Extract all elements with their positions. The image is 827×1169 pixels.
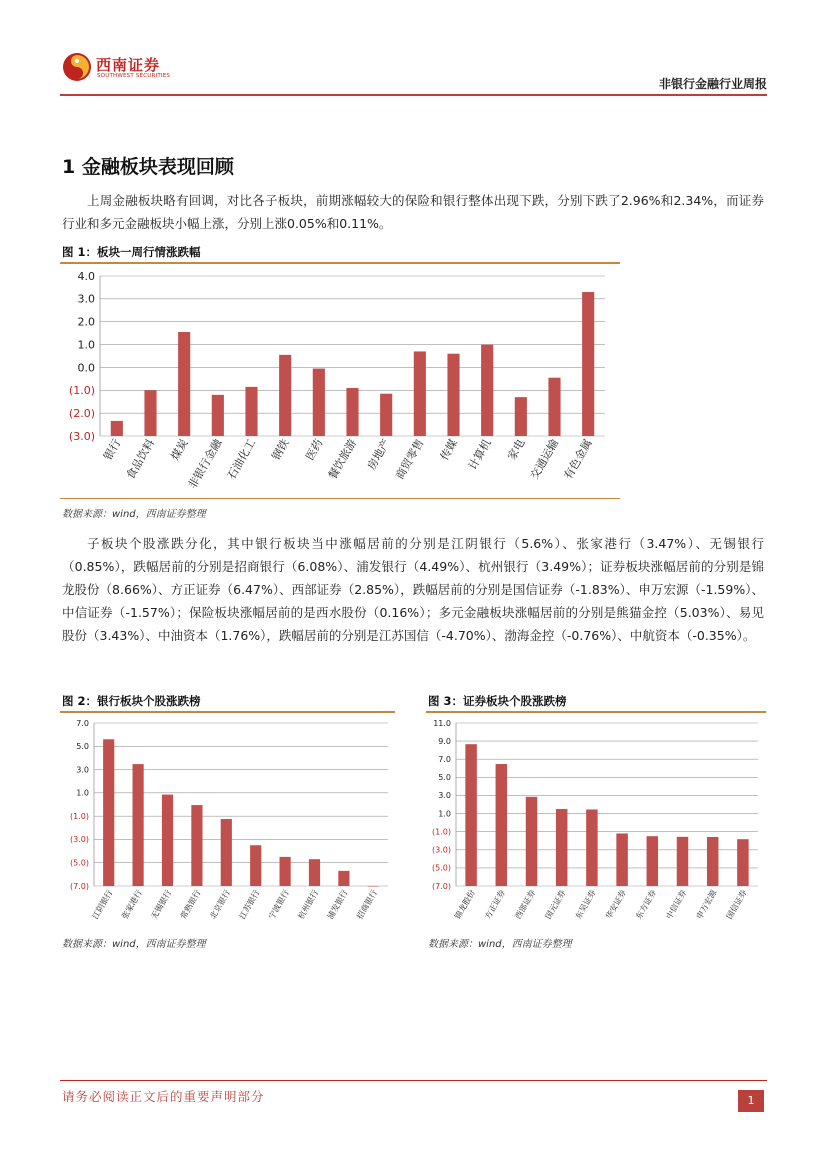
figure2-title: 图 2：银行板块个股涨跌榜 <box>62 694 201 708</box>
bar-10 <box>414 351 426 436</box>
y-tick-label: (1.0) <box>70 811 89 821</box>
bar-10 <box>737 839 748 886</box>
report-type-title: 非银行金融行业周报 <box>658 77 767 91</box>
x-category-label: 招商银行 <box>355 888 380 921</box>
paragraph-intro: 上周金融板块略有回调，对比各子板块，前期涨幅较大的保险和银行整体出现下跌，分别下跌了2.96%和2.34%，而证券行业和多元金融板块小幅上涨，分别上涨0.05%和0.11%。 <box>62 193 764 231</box>
y-tick-label: 5.0 <box>76 742 89 752</box>
figure3-title: 图 3：证券板块个股涨跌榜 <box>428 694 567 708</box>
bar-5 <box>245 387 257 436</box>
x-category-label: 石油化工 <box>224 437 259 482</box>
footer-disclaimer: 请务必阅读正文后的重要声明部分 <box>62 1089 265 1104</box>
x-category-label: 房地产 <box>365 437 393 473</box>
bar-4 <box>212 395 224 436</box>
bar-4 <box>556 809 567 886</box>
y-tick-label: 3.0 <box>438 791 451 801</box>
y-tick-label: 7.0 <box>438 755 451 765</box>
bar-7 <box>313 369 325 436</box>
bar-6 <box>250 845 261 886</box>
bar-2 <box>144 390 156 436</box>
x-category-label: 国信证券 <box>724 888 749 921</box>
bar-6 <box>616 833 627 886</box>
bar-5 <box>221 819 232 886</box>
x-category-label: 申万宏源 <box>694 888 719 921</box>
x-category-label: 国元证券 <box>543 888 568 921</box>
bar-7 <box>280 857 291 886</box>
bar-1 <box>465 744 476 886</box>
bar-5 <box>586 809 597 886</box>
bar-8 <box>309 859 320 886</box>
x-category-label: 东吴证券 <box>573 888 598 921</box>
bar-4 <box>191 805 202 886</box>
bar-1 <box>103 739 114 886</box>
x-category-label: 传媒 <box>437 437 461 463</box>
x-category-label: 宁波银行 <box>267 888 291 921</box>
x-category-label: 江阴银行 <box>90 888 115 921</box>
x-category-label: 食品饮料 <box>123 437 158 482</box>
bar-12 <box>481 345 493 436</box>
y-tick-label: 1.0 <box>438 809 451 819</box>
x-category-label: 家电 <box>505 437 528 463</box>
x-category-label: 浦发银行 <box>325 888 350 921</box>
y-tick-label: 5.0 <box>438 773 451 783</box>
y-tick-label: 7.0 <box>76 718 89 728</box>
footer-divider <box>60 1080 767 1081</box>
logo-english-name: SOUTHWEST SECURITIES <box>97 73 171 79</box>
figure3-chart <box>426 713 766 931</box>
bar-10 <box>368 886 379 887</box>
x-category-label: 锦龙股份 <box>453 888 477 921</box>
figure2-chart <box>60 713 396 931</box>
y-tick-label: 3.0 <box>77 292 95 306</box>
bar-3 <box>178 332 190 436</box>
x-category-label: 杭州银行 <box>296 888 321 921</box>
bar-14 <box>548 378 560 436</box>
y-tick-label: (1.0) <box>432 827 451 837</box>
bar-9 <box>338 871 349 886</box>
y-tick-label: 3.0 <box>76 765 89 775</box>
x-category-label: 交通运输 <box>527 437 562 482</box>
bar-11 <box>447 354 459 436</box>
bar-6 <box>279 355 291 436</box>
y-tick-label: 1.0 <box>77 338 95 352</box>
header-divider <box>60 94 767 96</box>
bar-1 <box>111 421 123 436</box>
y-tick-label: 4.0 <box>77 269 95 283</box>
figure1-source: 数据来源：wind，西南证券整理 <box>62 509 206 520</box>
figure1-bottom-rule <box>60 498 620 499</box>
bar-8 <box>677 837 688 886</box>
x-category-label: 华安证券 <box>604 888 628 921</box>
page-number: 1 <box>738 1090 764 1112</box>
x-category-label: 有色金属 <box>561 437 595 482</box>
y-tick-label: 11.0 <box>433 718 451 728</box>
paragraph-stocks: 子板块个股涨跌分化，其中银行板块当中涨幅居前的分别是江阴银行（5.6%）、张家港行（3.47%）、无锡银行（0.85%），跌幅居前的分别是招商银行（6.08%）、浦发银行（4.49%）、杭州银行（3.49%）；证券板块涨幅居前的分别是锦龙股份（8.66%）、方正证券（6.47%）、西部证券（2.85%），跌幅居前的分别是国信证券（-1.83%）、申万宏源（-1.59%）、中信证券（-1.57%）；保险板块涨幅居前的是西水股份（0.16%）；多元金融板块涨幅居前的分别是熊猫金控（5.03%）、易见股份（3.43%）、中油资本（1.76%），跌幅居前的分别是江苏国信（-4.70%）、渤海金控（-0.76%）、中航资本（-0.35%）。 <box>62 536 764 643</box>
figure2-source: 数据来源：wind，西南证券整理 <box>62 939 206 950</box>
bar-15 <box>582 292 594 436</box>
x-category-label: 中信证券 <box>664 888 689 921</box>
bar-3 <box>162 795 173 886</box>
x-category-label: 银行 <box>101 437 124 463</box>
figure3-source: 数据来源：wind，西南证券整理 <box>428 939 572 950</box>
x-category-label: 商贸零售 <box>393 437 427 482</box>
y-tick-label: (3.0) <box>68 429 95 443</box>
bar-9 <box>380 394 392 436</box>
y-tick-label: (5.0) <box>432 863 451 873</box>
x-category-label: 医药 <box>303 437 326 463</box>
y-tick-label: (7.0) <box>70 881 89 891</box>
x-category-label: 方正证券 <box>483 888 508 921</box>
bar-7 <box>647 836 658 886</box>
x-category-label: 餐饮旅游 <box>325 437 360 482</box>
bar-8 <box>346 388 358 436</box>
y-tick-label: (3.0) <box>432 845 451 855</box>
y-tick-label: (5.0) <box>70 858 89 868</box>
logo-chinese-name: 西南证券 <box>96 56 161 74</box>
figure1-title: 图 1：板块一周行情涨跌幅 <box>62 245 201 259</box>
x-category-label: 张家港行 <box>120 888 144 921</box>
y-tick-label: (2.0) <box>68 406 95 420</box>
y-tick-label: 2.0 <box>77 315 95 329</box>
x-category-label: 钢铁 <box>269 437 292 463</box>
x-category-label: 计算机 <box>466 437 494 473</box>
x-category-label: 煤炭 <box>168 437 191 463</box>
x-category-label: 江苏银行 <box>237 888 262 921</box>
x-category-label: 常熟银行 <box>178 888 203 921</box>
y-tick-label: 0.0 <box>77 361 95 375</box>
bar-13 <box>515 397 527 436</box>
y-tick-label: 9.0 <box>438 736 451 746</box>
section-title: 1 金融板块表现回顾 <box>62 156 234 178</box>
x-category-label: 西部证券 <box>513 888 538 921</box>
y-tick-label: (1.0) <box>68 384 95 398</box>
y-tick-label: (3.0) <box>70 835 89 845</box>
logo-emblem-icon <box>62 52 92 82</box>
y-tick-label: 1.0 <box>76 788 89 798</box>
bar-2 <box>133 764 144 886</box>
bar-3 <box>526 797 537 886</box>
x-category-label: 无锡银行 <box>149 888 174 921</box>
figure1-top-rule <box>60 262 620 264</box>
y-tick-label: (7.0) <box>432 881 451 891</box>
figure1-chart <box>60 266 622 496</box>
company-logo <box>62 52 174 84</box>
x-category-label: 东方证券 <box>634 888 659 921</box>
bar-9 <box>707 837 718 886</box>
bar-2 <box>496 764 507 886</box>
x-category-label: 非银行金融 <box>185 437 225 492</box>
x-category-label: 北京银行 <box>208 888 233 921</box>
